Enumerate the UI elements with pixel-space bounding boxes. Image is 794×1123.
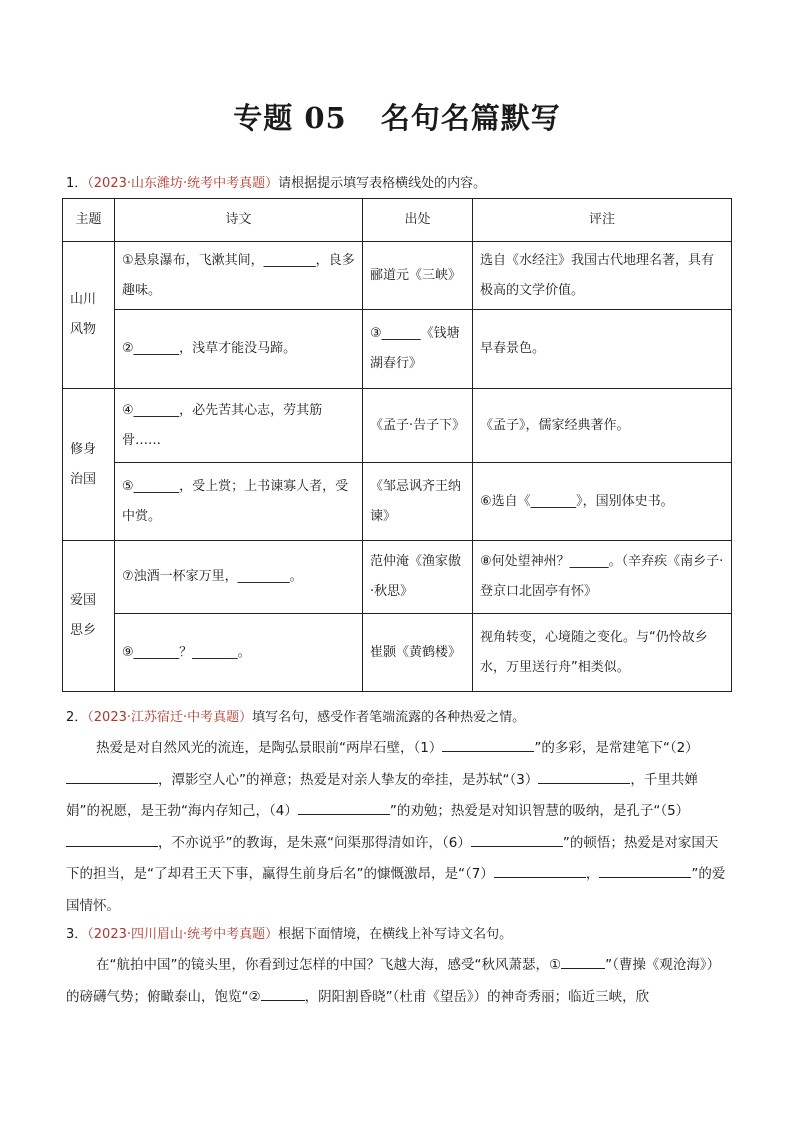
table-row: [63, 389, 732, 463]
answer-blank: [442, 737, 534, 752]
table-row: [63, 242, 732, 310]
text: ，不亦说乎”的教诲，是朱熹“问渠那得清如许，: [158, 834, 442, 851]
text: ，潭影空人心”的禅意；热爱是对亲人挚友的牵挂，是苏轼“: [158, 771, 510, 788]
text: ”（曹操《观沧海》）的磅礴气势；俯瞰泰山，饱览“: [66, 957, 721, 1005]
note-cell: ⑧何处望神州？______。（辛弃疾《南乡子·登京口北固亭有怀》: [473, 541, 732, 614]
header-note: 评注: [473, 199, 732, 242]
poem-cell: ①悬泉瀑布，飞漱其间，________，良多趣味。: [115, 242, 363, 310]
text: ②: [248, 988, 261, 1005]
question-2-body: [66, 733, 726, 923]
question-source: （2023·江苏宿迁·中考真题）: [87, 710, 253, 725]
text: 填写名句，感受作者笔端流露的各种热爱之情。: [252, 710, 526, 725]
text: 修身: [70, 441, 97, 457]
source-cell: 范仲淹《渔家傲·秋思》: [363, 541, 473, 614]
question-3-body: [66, 950, 726, 1013]
text: ①: [548, 957, 562, 973]
answer-blank: [599, 863, 691, 878]
answer-blank: [66, 832, 158, 847]
note-cell: ⑥选自《_______》，国别体史书。: [473, 463, 732, 541]
text-span: [63, 199, 732, 692]
text: 爱国: [70, 593, 97, 608]
note-cell: 《孟子》，儒家经典著作。: [473, 389, 732, 463]
question-2-heading: [66, 708, 525, 728]
text: 名句名篇默写: [380, 101, 561, 135]
text: 在“航拍中国”的镜头里，你看到过怎样的中国？飞越大海，感受“秋风萧瑟，: [96, 957, 549, 973]
poem-cell: ②_______，浅草才能没马蹄。: [115, 310, 363, 389]
answer-blank: [561, 954, 605, 969]
text: ，: [585, 866, 600, 883]
table-header-row: [63, 199, 732, 242]
poem-table: [62, 198, 732, 692]
text: （2）: [669, 740, 699, 756]
text: 专题 05: [233, 101, 347, 135]
source-cell: 《孟子·告子下》: [363, 389, 473, 463]
source-cell: 郦道元《三峡》: [363, 242, 473, 310]
text: 风物: [70, 322, 97, 337]
answer-blank: [538, 769, 630, 784]
table-row: [63, 541, 732, 614]
theme-cell: [63, 389, 115, 541]
poem-cell: ⑤_______，受上赏；上书谏寡人者，受中赏。: [115, 463, 363, 541]
text: （5）: [660, 803, 690, 820]
source-cell: 崔颢《黄鹤楼》: [363, 614, 473, 692]
text: 根据下面情境，在横线上补写诗文名句。: [278, 927, 513, 942]
table-row: [63, 614, 732, 692]
theme-cell: [63, 242, 115, 389]
text: （7）: [464, 866, 494, 883]
answer-blank: [66, 769, 158, 784]
question-source: （2023·山东潍坊·统考中考真题）: [87, 176, 279, 191]
answer-blank: [261, 986, 305, 1001]
theme-cell: [63, 541, 115, 692]
text: 山川: [70, 292, 97, 307]
source-cell: ③______《钱塘湖春行》: [363, 310, 473, 389]
text: ”的顿悟；热爱是对家国天下的担当，是“了却君王天下事，赢得生前身后名”的慷慨激昂，是“: [66, 834, 719, 883]
text: 3．: [66, 927, 88, 942]
text: 2．: [66, 710, 88, 725]
text: （4）: [269, 803, 298, 820]
header-source: 出处: [363, 199, 473, 242]
table-row: [63, 463, 732, 541]
question-source: （2023·四川眉山·统考中考真题）: [87, 927, 279, 942]
answer-blank: [298, 800, 390, 815]
answer-blank: [471, 832, 563, 847]
question-1-heading: [66, 174, 486, 194]
text: 热爱是对自然风光的流连，是陶弘景眼前“两岸石壁，: [96, 740, 414, 756]
question-3-heading: [66, 925, 512, 945]
header-theme: 主题: [63, 199, 115, 242]
answer-blank: [494, 863, 586, 878]
page-title: [0, 96, 794, 137]
text: 思乡: [70, 623, 97, 638]
text: ”的爱国情怀。: [66, 866, 726, 914]
table-row: [63, 310, 732, 389]
text: ，千里共婵娟”的祝愿，是王勃“海内存知己，: [66, 771, 698, 820]
text: （1）: [413, 740, 443, 756]
note-cell: 选自《水经注》我国古代地理名著，具有极高的文学价值。: [473, 242, 732, 310]
text: 1．: [66, 176, 88, 191]
note-cell: 视角转变，心境随之变化。与“仍怜故乡水，万里送行舟”相类似。: [473, 614, 732, 692]
poem-cell: ⑦浊酒一杯家万里，________。: [115, 541, 363, 614]
text: ，阴阳割昏晓”（杜甫《望岳》）的神奇秀丽；临近三峡，欣: [304, 988, 650, 1005]
text: 治国: [70, 471, 97, 487]
text: （3）: [509, 771, 539, 788]
text: ”的多彩，是常建笔下“: [534, 740, 670, 756]
text: ”的劝勉；热爱是对知识智慧的吸纳，是孔子“: [389, 803, 661, 820]
text: （6）: [442, 834, 471, 851]
header-poem: 诗文: [115, 199, 363, 242]
text: 请根据提示填写表格横线处的内容。: [278, 176, 487, 191]
note-cell: 早春景色。: [473, 310, 732, 389]
source-cell: 《邹忌讽齐王纳谏》: [363, 463, 473, 541]
poem-cell: ⑨_______？_______。: [115, 614, 363, 692]
poem-cell: ④_______，必先苦其心志，劳其筋骨……: [115, 389, 363, 463]
